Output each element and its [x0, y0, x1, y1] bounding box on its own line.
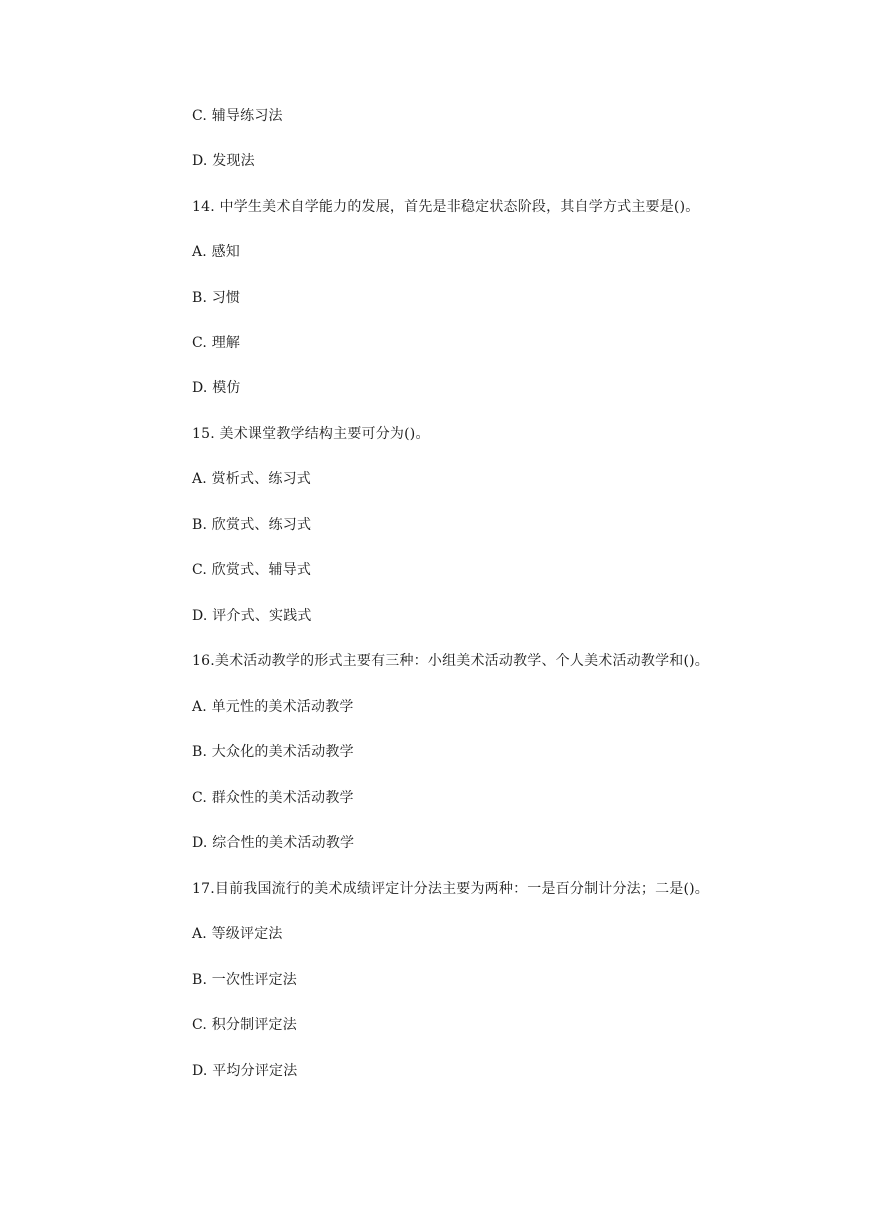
option-d-q17: D. 平均分评定法 [192, 1063, 298, 1079]
question-16: 16.美术活动教学的形式主要有三种：小组美术活动教学、个人美术活动教学和()。 [192, 653, 709, 669]
option-b-q16: B. 大众化的美术活动教学 [192, 744, 354, 760]
option-c-q14: C. 理解 [192, 335, 241, 351]
option-c-q16: C. 群众性的美术活动教学 [192, 790, 354, 806]
option-b-q14: B. 习惯 [192, 290, 241, 306]
question-17: 17.目前我国流行的美术成绩评定计分法主要为两种：一是百分制计分法；二是()。 [192, 881, 709, 897]
option-a-q17: A. 等级评定法 [192, 926, 283, 942]
option-c-q15: C. 欣赏式、辅导式 [192, 562, 312, 578]
option-d-q15: D. 评介式、实践式 [192, 608, 312, 624]
option-c-q13: C. 辅导练习法 [192, 108, 283, 124]
option-d-q14: D. 模仿 [192, 380, 241, 396]
option-d-q13: D. 发现法 [192, 153, 255, 169]
option-a-q14: A. 感知 [192, 244, 241, 260]
option-b-q15: B. 欣赏式、练习式 [192, 517, 312, 533]
option-c-q17: C. 积分制评定法 [192, 1017, 297, 1033]
option-b-q17: B. 一次性评定法 [192, 972, 297, 988]
question-14: 14. 中学生美术自学能力的发展，首先是非稳定状态阶段，其自学方式主要是()。 [192, 199, 700, 215]
option-a-q15: A. 赏析式、练习式 [192, 471, 312, 487]
option-a-q16: A. 单元性的美术活动教学 [192, 699, 354, 715]
option-d-q16: D. 综合性的美术活动教学 [192, 835, 355, 851]
question-15: 15. 美术课堂教学结构主要可分为()。 [192, 426, 430, 442]
